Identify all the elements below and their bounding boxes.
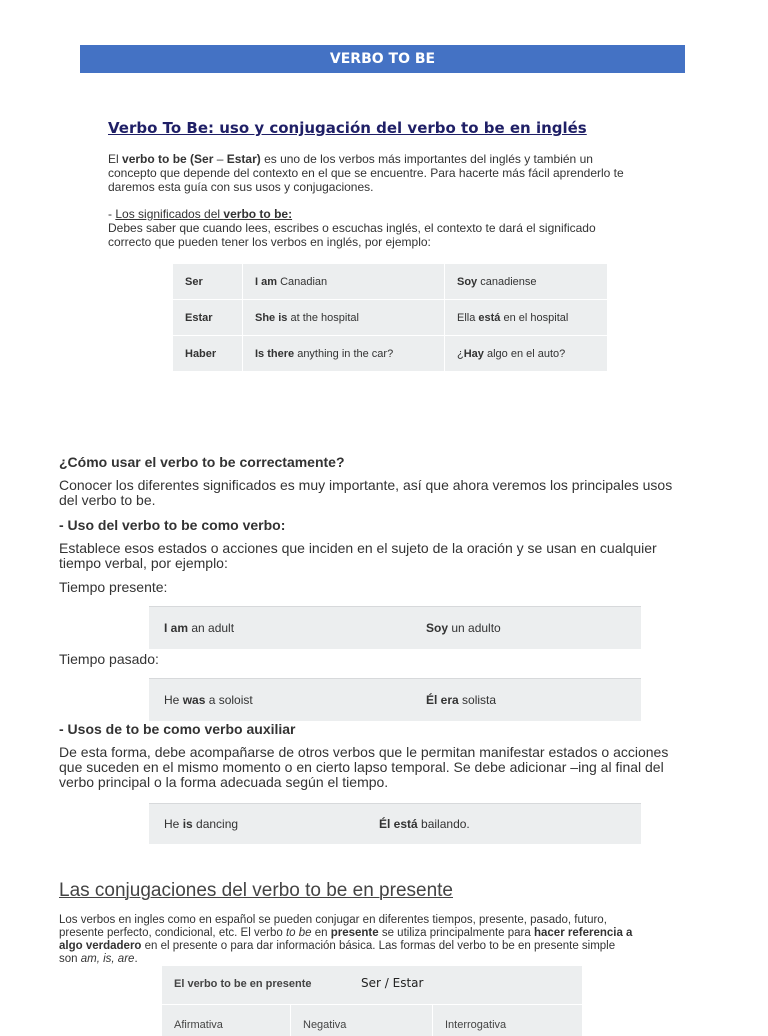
as-verb-heading: - Uso del verbo to be como verbo:: [59, 517, 286, 533]
spanish-rest: en el hospital: [500, 311, 569, 324]
english-rest: Canadian: [277, 275, 328, 288]
spanish-bold: está: [478, 311, 501, 324]
spanish-rest: bailando.: [417, 817, 470, 831]
column-header-interrogative: Interrogativa: [445, 1019, 507, 1031]
usage-intro: [59, 478, 739, 508]
conjugations-heading: Las conjugaciones del verbo to be en presente: [59, 880, 453, 901]
intro-text: es uno de los verbos más importantes del inglés y también un: [260, 152, 593, 166]
column-divider: [290, 1005, 291, 1036]
meanings-line: Debes saber que cuando lees, escribes o escuchas inglés, el contexto te dará el significado: [108, 221, 596, 235]
intro-paragraph: [108, 152, 688, 194]
english-bold: I am: [164, 621, 189, 635]
usage-intro-line: del verbo to be.: [59, 492, 156, 508]
conjugations-bold: presente: [330, 927, 379, 939]
meanings-label-bold: verbo to be:: [223, 207, 293, 221]
aux-english: [164, 804, 238, 844]
page-banner: VERBO TO BE: [80, 45, 685, 73]
meanings-paragraph: [108, 207, 688, 249]
usage-question: ¿Cómo usar el verbo to be correctamente?: [59, 454, 345, 470]
spanish-cell: [445, 300, 608, 336]
english-bold: She is: [255, 311, 288, 324]
table-row: [173, 300, 608, 336]
as-verb-line: tiempo verbal, por ejemplo:: [59, 555, 228, 571]
as-verb-line: Establece esos estados o acciones que inciden en el sujeto de la oración y se usan en cualquier: [59, 540, 657, 556]
english-cell: [243, 300, 445, 336]
conjugations-italic: to be: [285, 927, 312, 939]
present-label: Tiempo presente:: [59, 579, 168, 595]
english-pre: He: [164, 693, 183, 707]
intro-line: daremos esta guía con sus usos y conjugaciones.: [108, 180, 374, 194]
intro-bold: Estar): [226, 152, 261, 166]
verb-label: Ser: [185, 275, 203, 288]
intro-text: El: [108, 152, 123, 166]
present-spanish: [426, 607, 501, 649]
past-spanish: [426, 679, 496, 721]
english-bold: is: [182, 817, 193, 831]
spanish-rest: un adulto: [448, 621, 501, 635]
english-cell: [243, 264, 445, 300]
aux-spanish: [379, 804, 470, 844]
column-header-negative: Negativa: [303, 1019, 347, 1031]
english-bold: Is there: [255, 347, 295, 360]
meanings-label-text: Los significados del: [115, 207, 224, 221]
spanish-rest: solista: [458, 693, 497, 707]
aux-line: verbo principal o la forma adecuada según el tiempo.: [59, 774, 389, 790]
aux-line: De esta forma, debe acompañarse de otros verbos que le permitan manifestar estados o acciones: [59, 744, 669, 760]
aux-paragraph: [59, 745, 739, 790]
table-row: [173, 264, 608, 300]
spanish-bold: Soy: [426, 621, 449, 635]
verb-cell: [173, 300, 243, 336]
conjugations-text: se utiliza principalmente para: [378, 927, 534, 939]
meanings-label: [115, 207, 292, 221]
column-divider: [432, 1005, 433, 1036]
conjugation-table-title: El verbo to be en presente: [174, 978, 312, 990]
conjugations-text: en el presente o para dar información básica. Las formas del verbo to be en presente simple: [141, 940, 616, 952]
spanish-pre: Ella: [457, 311, 479, 324]
aux-heading: - Usos de to be como verbo auxiliar: [59, 721, 296, 737]
english-bold: was: [182, 693, 206, 707]
spanish-bold: Él está: [379, 817, 418, 831]
conjugations-line: Los verbos en ingles como en español se pueden conjugar en diferentes tiempos, presente, pasado, futuro,: [59, 914, 607, 926]
conjugation-table-title-es: Ser / Estar: [361, 976, 424, 990]
present-example: [149, 606, 641, 649]
aux-example: [149, 803, 641, 844]
english-bold: I am: [255, 275, 278, 288]
as-verb-paragraph: [59, 541, 739, 571]
usage-intro-line: Conocer los diferentes significados es muy importante, así que ahora veremos los principales usos: [59, 477, 673, 493]
past-english: [164, 679, 253, 721]
spanish-cell: [445, 336, 608, 372]
table-row: [173, 336, 608, 372]
spanish-rest: algo en el auto?: [483, 347, 566, 360]
column-header-affirmative: Afirmativa: [174, 1019, 223, 1031]
intro-bold: verbo to be (Ser: [122, 152, 214, 166]
verb-label: Haber: [185, 347, 217, 360]
meanings-table: [172, 263, 608, 372]
english-rest: at the hospital: [287, 311, 359, 324]
conjugations-bold: hacer referencia a: [533, 927, 633, 939]
spanish-bold: Él era: [426, 693, 459, 707]
past-example: [149, 678, 641, 721]
english-rest: anything in the car?: [294, 347, 394, 360]
conjugations-text: son: [59, 953, 81, 965]
meanings-line: correcto que pueden tener los verbos en inglés, por ejemplo:: [108, 235, 431, 249]
conjugations-text: .: [134, 953, 138, 965]
article-heading: Verbo To Be: uso y conjugación del verbo to be en inglés: [108, 119, 587, 137]
spanish-rest: canadiense: [477, 275, 537, 288]
intro-text: –: [213, 152, 227, 166]
verb-cell: [173, 264, 243, 300]
present-english: [164, 607, 234, 649]
spanish-cell: [445, 264, 608, 300]
spanish-pre: ¿: [457, 347, 464, 360]
english-rest: a soloist: [205, 693, 253, 707]
aux-line: que suceden en el mismo momento o en cierto lapso temporal. Se debe adicionar –ing al final del: [59, 759, 664, 775]
conjugations-paragraph: [59, 914, 719, 966]
conjugations-bold: algo verdadero: [59, 940, 142, 952]
conjugations-text: presente perfecto, condicional, etc. El verbo: [59, 927, 286, 939]
english-cell: [243, 336, 445, 372]
conjugations-italic: am, is, are: [80, 953, 135, 965]
spanish-bold: Hay: [463, 347, 484, 360]
english-pre: He: [164, 817, 183, 831]
verb-cell: [173, 336, 243, 372]
spanish-bold: Soy: [457, 275, 478, 288]
english-rest: an adult: [188, 621, 235, 635]
english-rest: dancing: [192, 817, 239, 831]
verb-label: Estar: [185, 311, 213, 324]
conjugations-text: en: [311, 927, 331, 939]
intro-line: concepto que depende del contexto en el que se encuentre. Para hacerte más fácil aprenderlo te: [108, 166, 624, 180]
table-divider: [162, 1004, 582, 1005]
meanings-dash: -: [108, 207, 116, 221]
past-label: Tiempo pasado:: [59, 651, 159, 667]
conjugation-table: [162, 966, 582, 1036]
